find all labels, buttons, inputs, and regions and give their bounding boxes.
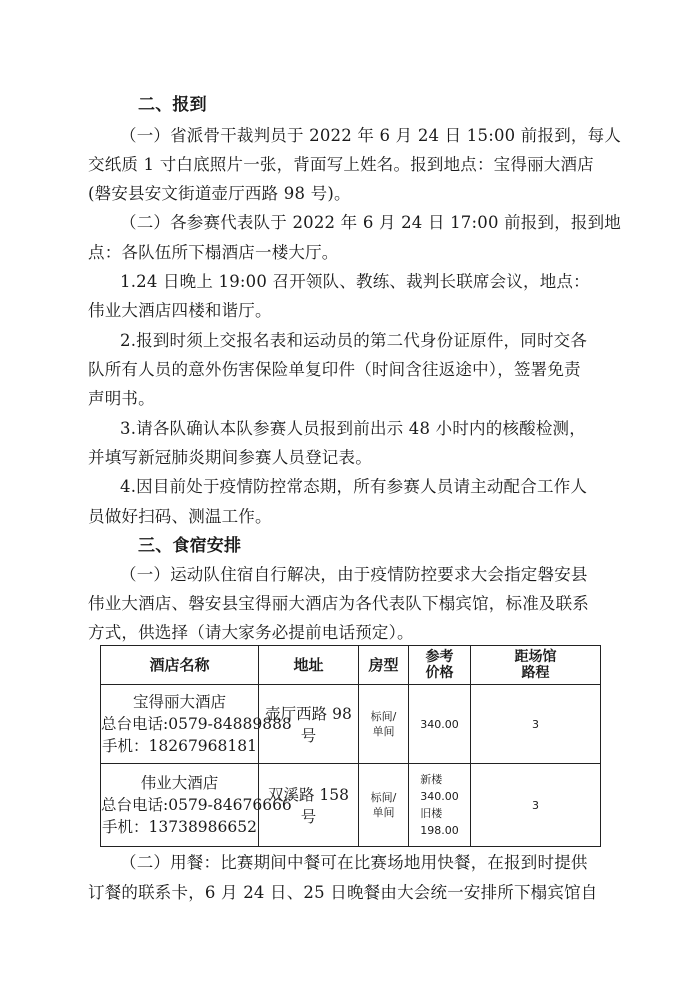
paragraph-line: (磐安县安文街道壶厅西路 98 号)。 xyxy=(88,184,351,203)
room-type-line1: 标间/ xyxy=(370,710,397,723)
price-block xyxy=(420,771,459,839)
paragraph-line: （一）运动队住宿自行解决，由于疫情防控要求大会指定磐安县 xyxy=(120,565,588,584)
paragraph-line: 并填写新冠肺炎期间参赛人员登记表。 xyxy=(88,448,372,467)
hotel-address: 壶厅西路 98 号 xyxy=(259,685,359,764)
price-old: 198.00 xyxy=(420,824,459,837)
hotel-name: 宝得丽大酒店 xyxy=(132,693,226,711)
section-heading-registration: 二、报到 xyxy=(138,95,207,115)
hotel-table xyxy=(100,645,601,847)
paragraph-line: 点：各队伍所下榻酒店一楼大厅。 xyxy=(88,243,339,262)
paragraph-line: 声明书。 xyxy=(88,389,155,408)
hotel-price-cell xyxy=(409,764,471,847)
paragraph-line: （二）用餐：比赛期间中餐可在比赛场地用快餐，在报到时提供 xyxy=(120,853,588,872)
paragraph-line: 3.请各队确认本队参赛人员报到前出示 48 小时内的核酸检测， xyxy=(120,419,586,438)
paragraph-line: 交纸质 1 寸白底照片一张，背面写上姓名。报到地点：宝得丽大酒店 xyxy=(88,155,594,174)
header-room-type: 房型 xyxy=(359,646,409,685)
header-distance-line2: 路程 xyxy=(521,665,550,681)
paragraph-line: 1.24 日晚上 19:00 召开领队、教练、裁判长联席会议，地点： xyxy=(120,272,590,291)
paragraph-line: （二）各参赛代表队于 2022 年 6 月 24 日 17:00 前报到，报到地 xyxy=(120,213,621,232)
hotel-phone: 总台电话:0579-84889888 xyxy=(101,715,292,733)
table-row xyxy=(101,764,601,847)
hotel-distance: 3 xyxy=(471,685,601,764)
header-price-line2: 价格 xyxy=(425,665,454,681)
hotel-mobile: 手机：13738986652 xyxy=(102,818,257,836)
hotel-mobile: 手机：18267968181 xyxy=(102,737,257,755)
header-hotel-name: 酒店名称 xyxy=(101,646,259,685)
header-price-line1: 参考 xyxy=(425,649,454,665)
hotel-name-cell xyxy=(101,764,292,847)
price-old-label: 旧楼 xyxy=(420,807,443,820)
paragraph-line: 队所有人员的意外伤害保险单复印件（时间含往返途中），签署免责 xyxy=(88,360,581,379)
paragraph-line: 订餐的联系卡，6 月 24 日、25 日晚餐由大会统一安排所下榻宾馆自 xyxy=(88,883,598,902)
room-type-cell xyxy=(359,685,409,764)
header-price xyxy=(409,646,471,685)
paragraph-line: 伟业大酒店、磐安县宝得丽大酒店为各代表队下榻宾馆，标准及联系 xyxy=(88,594,589,613)
table-row xyxy=(101,685,601,764)
paragraph-line: 伟业大酒店四楼和谐厅。 xyxy=(88,301,272,320)
hotel-phone: 总台电话:0579-84676666 xyxy=(101,796,292,814)
section-heading-accommodation: 三、食宿安排 xyxy=(138,536,242,556)
room-type-line2: 单间 xyxy=(372,806,395,819)
header-distance-line1: 距场馆 xyxy=(514,649,557,665)
paragraph-line: 方式，供选择（请大家务必提前电话预定）。 xyxy=(88,623,414,642)
paragraph-line: 员做好扫码、测温工作。 xyxy=(88,507,272,526)
paragraph-line: 2.报到时须上交报名表和运动员的第二代身份证原件，同时交各 xyxy=(120,331,588,350)
paragraph-line: 4.因目前处于疫情防控常态期，所有参赛人员请主动配合工作人 xyxy=(120,477,588,496)
table-header-row xyxy=(101,646,601,685)
room-type-line1: 标间/ xyxy=(370,791,397,804)
header-distance xyxy=(471,646,601,685)
price-new: 340.00 xyxy=(420,790,459,803)
hotel-address: 双溪路 158 号 xyxy=(259,764,359,847)
header-address: 地址 xyxy=(259,646,359,685)
hotel-distance: 3 xyxy=(471,764,601,847)
room-type-cell xyxy=(359,764,409,847)
hotel-name-cell xyxy=(101,685,292,764)
price-new-label: 新楼 xyxy=(420,773,443,786)
hotel-name: 伟业大酒店 xyxy=(140,774,219,792)
hotel-price: 340.00 xyxy=(409,685,471,764)
room-type-line2: 单间 xyxy=(372,725,395,738)
paragraph-line: （一）省派骨干裁判员于 2022 年 6 月 24 日 15:00 前报到，每人 xyxy=(120,126,621,145)
